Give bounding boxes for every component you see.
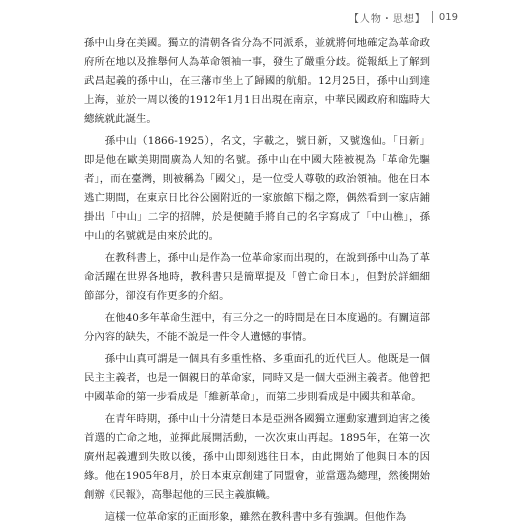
paragraph-4: 在他40多年革命生涯中，有三分之一的時間是在日本度過的。有關這部分內容的缺失，不能不說是一件令人遺憾的事情。	[84, 312, 430, 343]
paragraph-7: 這樣一位革命家的正面形象，雖然在教科書中多有強調。但他作為	[104, 511, 407, 523]
paragraph-6: 在青年時期，孫中山十分清楚日本是亞洲各國獨立運動家遭到迫害之後首選的亡命之地，並揮此展開活動，一次次東山再起。1895年，在第一次廣州起義遭到失敗以後，孫中山即刻逃往日本，由此開始了他與日本的因緣。他在1905年8月，於日本東京創建了同盟會，並當選為總理，然後開始創辦《民報》，高舉起他的三民主義旗幟。	[84, 413, 430, 501]
header-section-title: 【人物・思想】	[348, 13, 426, 25]
page-number: 019	[438, 11, 458, 23]
paragraph-2: 孫中山（1866-1925），名文，字載之，號日新，又號逸仙。「日新」即是他在歐美期間廣為人知的名號。孫中山在中國大陸被視為「革命先驅者」，而在臺灣，則被稱為「國父」，是一位受人尊敬的政治領袖。他在日本逃亡期間，在東京日比谷公園附近的一家旅館下榻之際，偶然看到一家店鋪掛出「中山」二字的招牌，於是便隨手將自己的名字寫成了「中山樵」，孫中山的名號就是由來於此的。	[84, 135, 430, 242]
paragraph-5: 孫中山真可謂是一個具有多重性格、多重面孔的近代巨人。他既是一個民主主義者，也是一個親日的革命家，同時又是一個大亞洲主義者。他曾把中國革命的第一步看成是「維新革命」，而第二步則看成是中國共和革命。	[84, 353, 430, 403]
paragraph-1: 孫中山身在美國。獨立的清朝各省分為不同派系，並就將何地確定為革命政府所在地以及推舉何人為革命領袖一事，發生了嚴重分歧。從報紙上了解到武昌起義的孫中山，在三藩市坐上了歸國的航船。12月25日，孫中山到達上海，並於一周以後的1912年1月1日出現在南京，中華民國政府和臨時大總統就此誕生。	[84, 37, 430, 125]
page-body	[84, 34, 430, 530]
running-header	[349, 10, 458, 24]
paragraph-3: 在教科書上，孫中山是作為一位革命家而出現的，在說到孫中山為了革命活躍在世界各地時，教科書只是簡單提及「曾亡命日本」，但對於詳細細節部分，卻沒有作更多的介紹。	[84, 252, 430, 302]
